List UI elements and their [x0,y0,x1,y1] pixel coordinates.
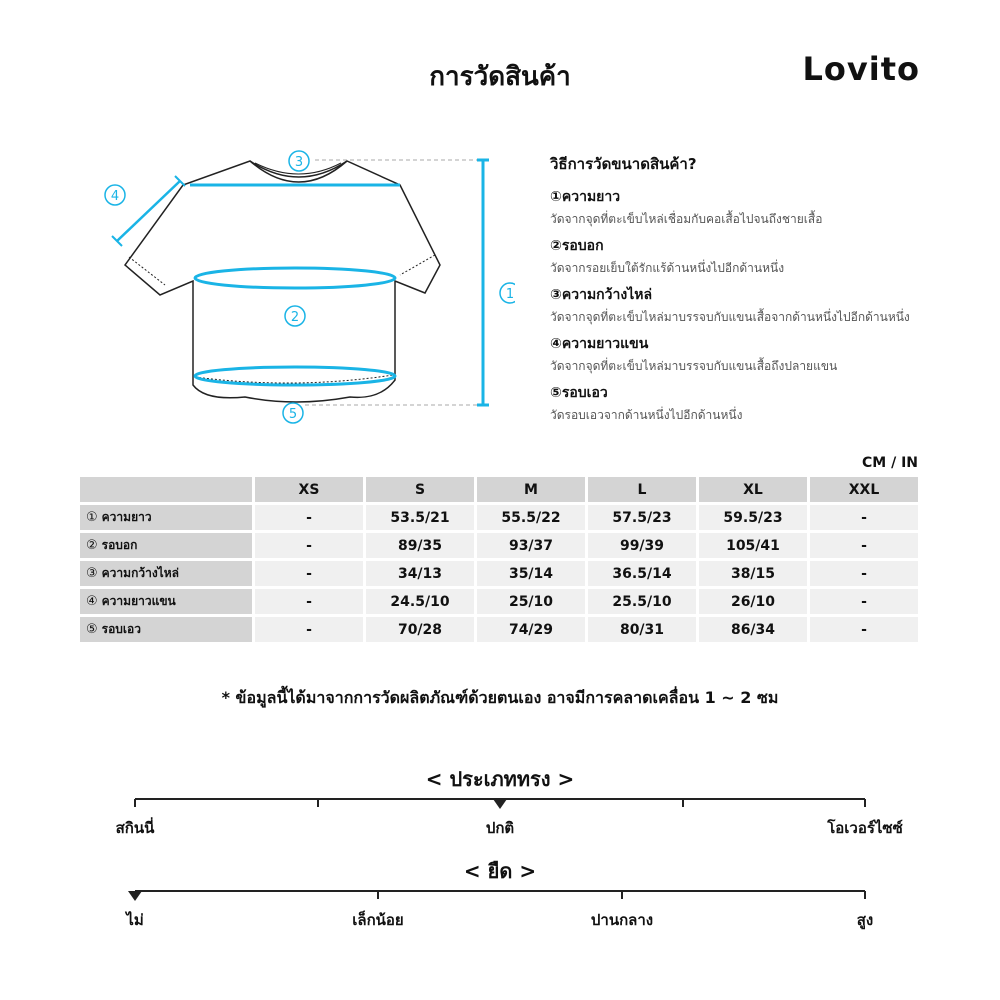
size-header: XXL [810,477,918,502]
table-cell: 24.5/10 [366,589,474,614]
chest-measure-ellipse [195,268,395,288]
howto-item-title: ความยาว [561,189,621,205]
howto-item [550,333,980,376]
row-label [80,617,252,642]
table-cell: 34/13 [366,561,474,586]
howto-item-title: รอบเอว [561,385,608,401]
table-cell: 89/35 [366,533,474,558]
svg-text:4: 4 [110,189,120,204]
size-header: S [366,477,474,502]
row-label-text: ความยาวแขน [101,594,176,608]
row-number: ④ [86,594,98,609]
row-label [80,589,252,614]
howto-item-number: ① [550,189,562,205]
howto-item [550,382,980,425]
fit-selected-marker [493,799,507,809]
table-row [80,561,918,586]
howto-item-number: ③ [550,287,562,303]
table-cell: 35/14 [477,561,585,586]
row-number: ① [86,510,98,525]
table-cell: 26/10 [699,589,807,614]
table-cell: - [810,589,918,614]
table-cell: - [255,589,363,614]
howto-item-number: ② [550,238,562,254]
table-cell: - [810,505,918,530]
marker-2 [285,306,305,326]
howto-item [550,284,980,327]
table-cell: 36.5/14 [588,561,696,586]
howto-item-title: รอบอก [561,238,604,254]
fit-label: ปกติ [485,819,515,837]
table-cell: 70/28 [366,617,474,642]
size-header: M [477,477,585,502]
howto-item-desc: วัดจากจุดที่ตะเข็บไหล่มาบรรจบกับแขนเสื้อจากด้านหนึ่งไปอีกด้านหนึ่ง [550,310,910,324]
row-label [80,533,252,558]
row-number: ⑤ [86,622,98,637]
row-label-text: รอบเอว [101,622,141,636]
table-cell: - [255,617,363,642]
fit-label: โอเวอร์ไซซ์ [827,819,903,837]
stretch-label: เล็กน้อย [352,911,404,929]
table-cell: 80/31 [588,617,696,642]
table-cell: - [810,533,918,558]
howto-item-title: ความยาวแขน [561,336,649,352]
table-cell: 74/29 [477,617,585,642]
stretch-label: ปานกลาง [590,911,654,929]
table-cell: 53.5/21 [366,505,474,530]
marker-4 [105,185,125,205]
stretch-label: สูง [856,911,874,929]
row-label-text: ความยาว [101,510,152,524]
size-table [77,474,921,645]
table-cell: - [810,561,918,586]
table-row [80,589,918,614]
marker-3 [289,151,309,171]
size-table-corner [80,477,252,502]
howto-item-number: ⑤ [550,385,562,401]
size-header: XL [699,477,807,502]
howto-item-desc: วัดจากจุดที่ตะเข็บไหล่มาบรรจบกับแขนเสื้อถึงปลายแขน [550,359,838,373]
marker-5 [283,403,303,423]
marker-1 [500,283,515,303]
how-to-measure-heading: วิธีการวัดขนาดสินค้า? [550,155,697,173]
stretch-scale-bar [0,882,1000,902]
row-label-text: รอบอก [101,538,138,552]
howto-item [550,235,980,278]
table-cell: 105/41 [699,533,807,558]
size-header: L [588,477,696,502]
table-cell: 99/39 [588,533,696,558]
howto-item-desc: วัดจากจุดที่ตะเข็บไหล่เชื่อมกับคอเสื้อไปจนถึงชายเสื้อ [550,212,823,226]
table-cell: - [255,533,363,558]
svg-text:1: 1 [505,287,515,302]
row-label-text: ความกว้างไหล่ [101,566,179,580]
waist-measure-ellipse [195,367,395,385]
row-number: ② [86,538,98,553]
table-row [80,505,918,530]
howto-item-title: ความกว้างไหล่ [561,287,653,303]
table-cell: 93/37 [477,533,585,558]
table-row [80,533,918,558]
table-cell: 57.5/23 [588,505,696,530]
fit-label: สกินนี่ [115,819,155,837]
svg-text:5: 5 [288,407,298,422]
fit-scale-bar [0,790,1000,810]
table-cell: 25/10 [477,589,585,614]
howto-item-number: ④ [550,336,562,352]
page-title: การวัดสินค้า [429,62,571,92]
table-cell: - [255,505,363,530]
fit-scale-title: < ประเภททรง > [425,767,575,791]
table-cell: - [810,617,918,642]
row-number: ③ [86,566,98,581]
stretch-label: ไม่ [126,911,144,929]
brand-logo: Lovito [802,50,920,88]
svg-text:3: 3 [294,155,304,170]
howto-item [550,186,980,229]
howto-item-desc: วัดจากรอยเย็บใต้รักแร้ด้านหนึ่งไปอีกด้านหนึ่ง [550,261,785,275]
unit-label: CM / IN [862,455,918,471]
table-cell: 25.5/10 [588,589,696,614]
table-cell: 55.5/22 [477,505,585,530]
table-cell: 59.5/23 [699,505,807,530]
stretch-selected-marker [128,891,142,901]
size-header: XS [255,477,363,502]
how-to-measure-section [550,152,980,431]
row-label [80,505,252,530]
row-label [80,561,252,586]
table-cell: 38/15 [699,561,807,586]
table-cell: - [255,561,363,586]
svg-text:2: 2 [290,310,300,325]
size-table-header-row [80,477,918,502]
table-row [80,617,918,642]
table-cell: 86/34 [699,617,807,642]
stretch-scale-title: < ยืด > [463,859,537,883]
howto-item-desc: วัดรอบเอวจากด้านหนึ่งไปอีกด้านหนึ่ง [550,408,743,422]
measurement-note: * ข้อมูลนี้ได้มาจากการวัดผลิตภัณฑ์ด้วยตนเอง อาจมีการคลาดเคลื่อน 1 ~ 2 ซม [221,688,779,707]
tshirt-measurement-diagram [95,145,515,435]
